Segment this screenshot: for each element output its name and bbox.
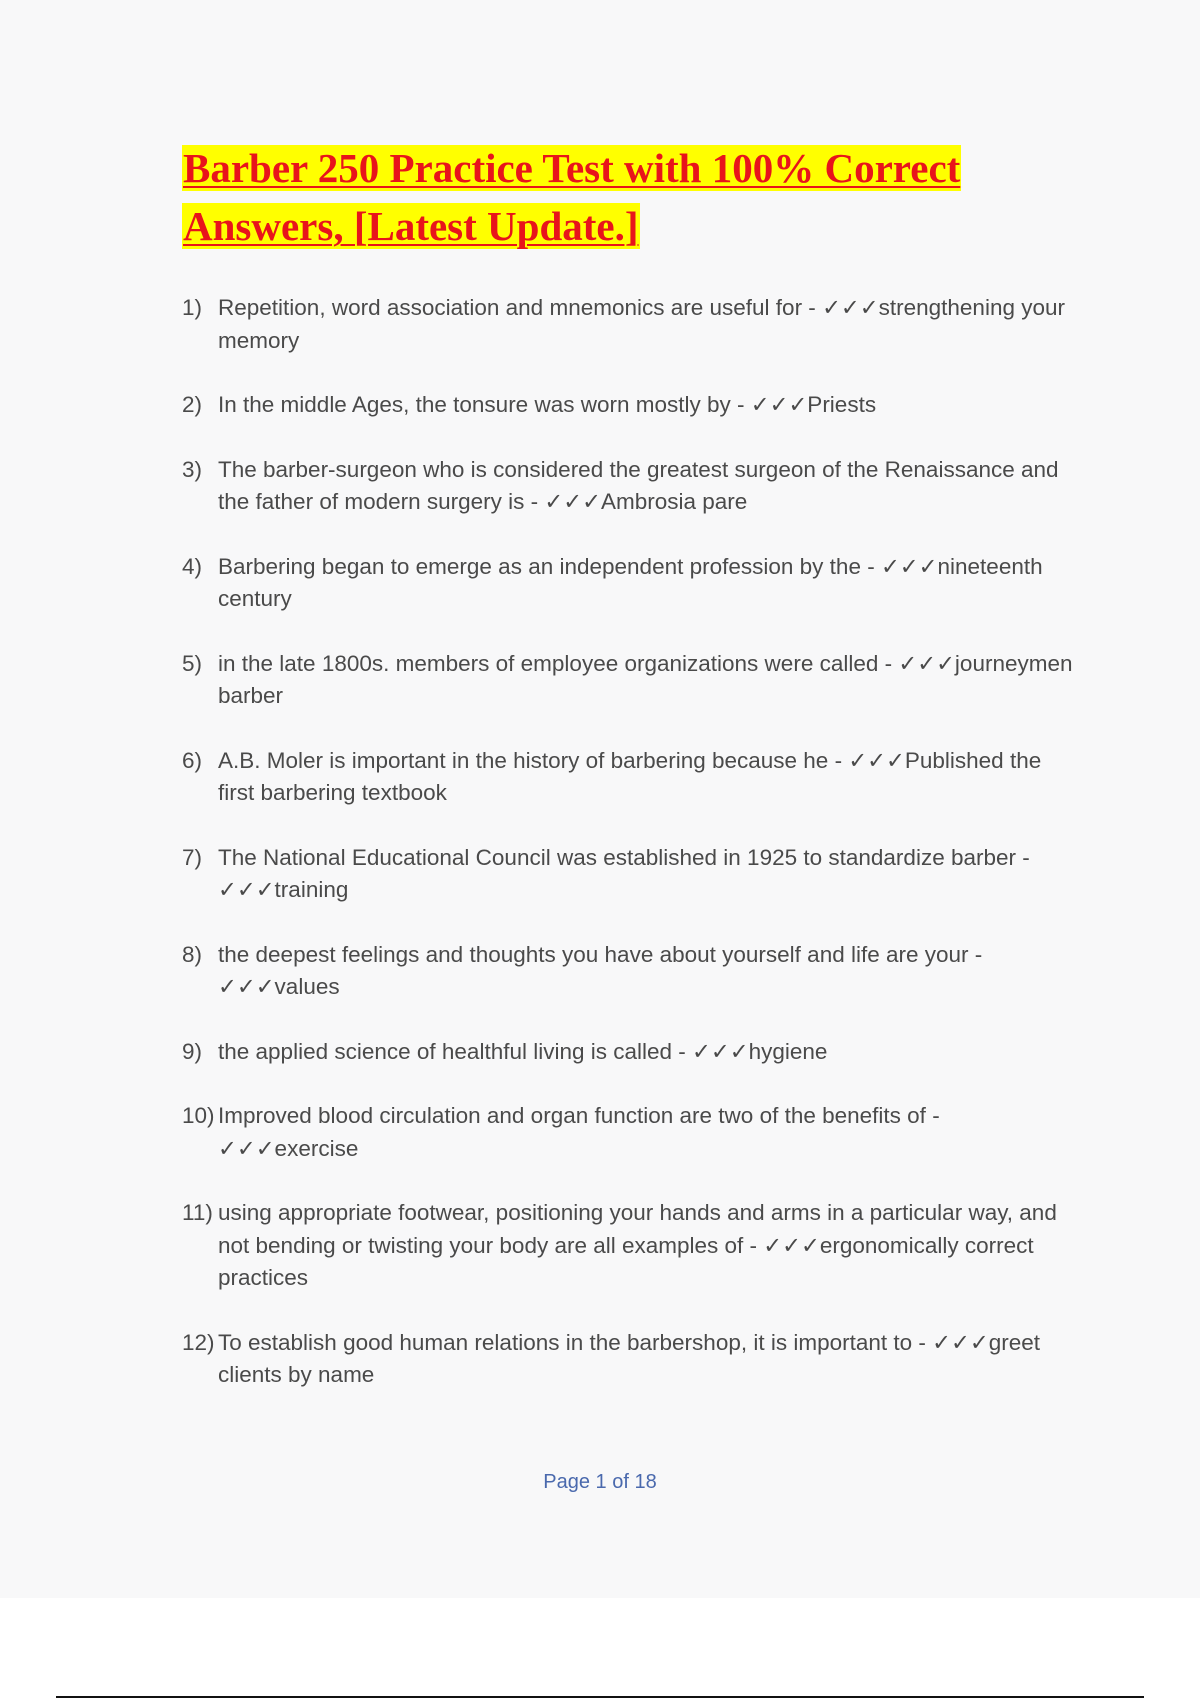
question-number: 12) [182,1329,215,1355]
question-text: Improved blood circulation and organ function are two of the benefits of - [218,1103,940,1128]
question-number: 6) [182,747,203,773]
title-line-2: Answers, [Latest Update.] [183,203,639,249]
answer-text: ✓✓✓training [218,877,349,902]
question-text: The National Educational Council was established in 1925 to standardize barber - [218,844,1030,870]
answer-text: ✓✓✓nineteenth century [218,553,1043,611]
question-text: Barbering began to emerge as an independent profession by the - [218,553,881,579]
question-item [182,1100,1082,1165]
question-text: using appropriate footwear, positioning your hands and arms in a particular way, and not bending or twisting your body are all examples of - [218,1200,1057,1258]
question-item [182,292,1082,357]
question-item [182,842,1082,907]
question-item [182,389,1082,422]
answer-text: ✓✓✓greet clients by name [218,1329,1040,1387]
answer-text: ✓✓✓hygiene [692,1038,828,1064]
question-item [182,454,1082,519]
question-number: 4) [182,553,203,579]
question-text: in the late 1800s. members of employee organizations were called - [218,650,899,676]
question-number: 9) [182,1038,203,1064]
question-text: A.B. Moler is important in the history of barbering because he - [218,747,849,773]
answer-text: ✓✓✓Priests [750,392,877,417]
question-text: the applied science of healthful living is called - [218,1038,693,1064]
answer-text: ✓✓✓journeymen barber [218,650,1073,708]
question-number: 8) [182,941,203,967]
question-item [182,648,1082,713]
title-line-1: Barber 250 Practice Test with 100% Correct [183,145,961,191]
question-number: 11) [182,1200,213,1225]
question-text: To establish good human relations in the barbershop, it is important to - [218,1329,933,1355]
question-item [182,939,1082,1004]
question-number: 2) [182,392,203,417]
question-text: the deepest feelings and thoughts you have about yourself and life are your - [218,941,983,967]
question-number: 10) [182,1103,215,1128]
question-item [182,1197,1082,1295]
question-item [182,551,1082,616]
bottom-divider [56,1696,1144,1698]
answer-text: ✓✓✓Ambrosia pare [544,489,748,514]
question-list [182,292,1082,1424]
question-number: 5) [182,650,203,676]
question-text: Repetition, word association and mnemonics are useful for - [218,295,823,320]
question-item [182,745,1082,810]
question-item [182,1327,1082,1392]
question-text: The barber-surgeon who is considered the greatest surgeon of the Renaissance and the father of modern surgery is - [218,456,1059,514]
answer-text: ✓✓✓ergonomically correct practices [218,1232,1034,1290]
question-text: In the middle Ages, the tonsure was worn mostly by - [218,392,751,417]
answer-text: ✓✓✓exercise [218,1135,359,1161]
answer-text: ✓✓✓values [218,974,340,999]
question-number: 3) [182,456,203,482]
answer-text: ✓✓✓strengthening your memory [218,295,1065,353]
page-number: Page 1 of 18 [543,1471,657,1493]
document-title [182,144,1062,260]
question-number: 7) [182,844,203,870]
question-number: 1) [182,295,203,320]
answer-text: ✓✓✓Published the first barbering textbook [218,747,1042,805]
question-item [182,1036,1082,1069]
